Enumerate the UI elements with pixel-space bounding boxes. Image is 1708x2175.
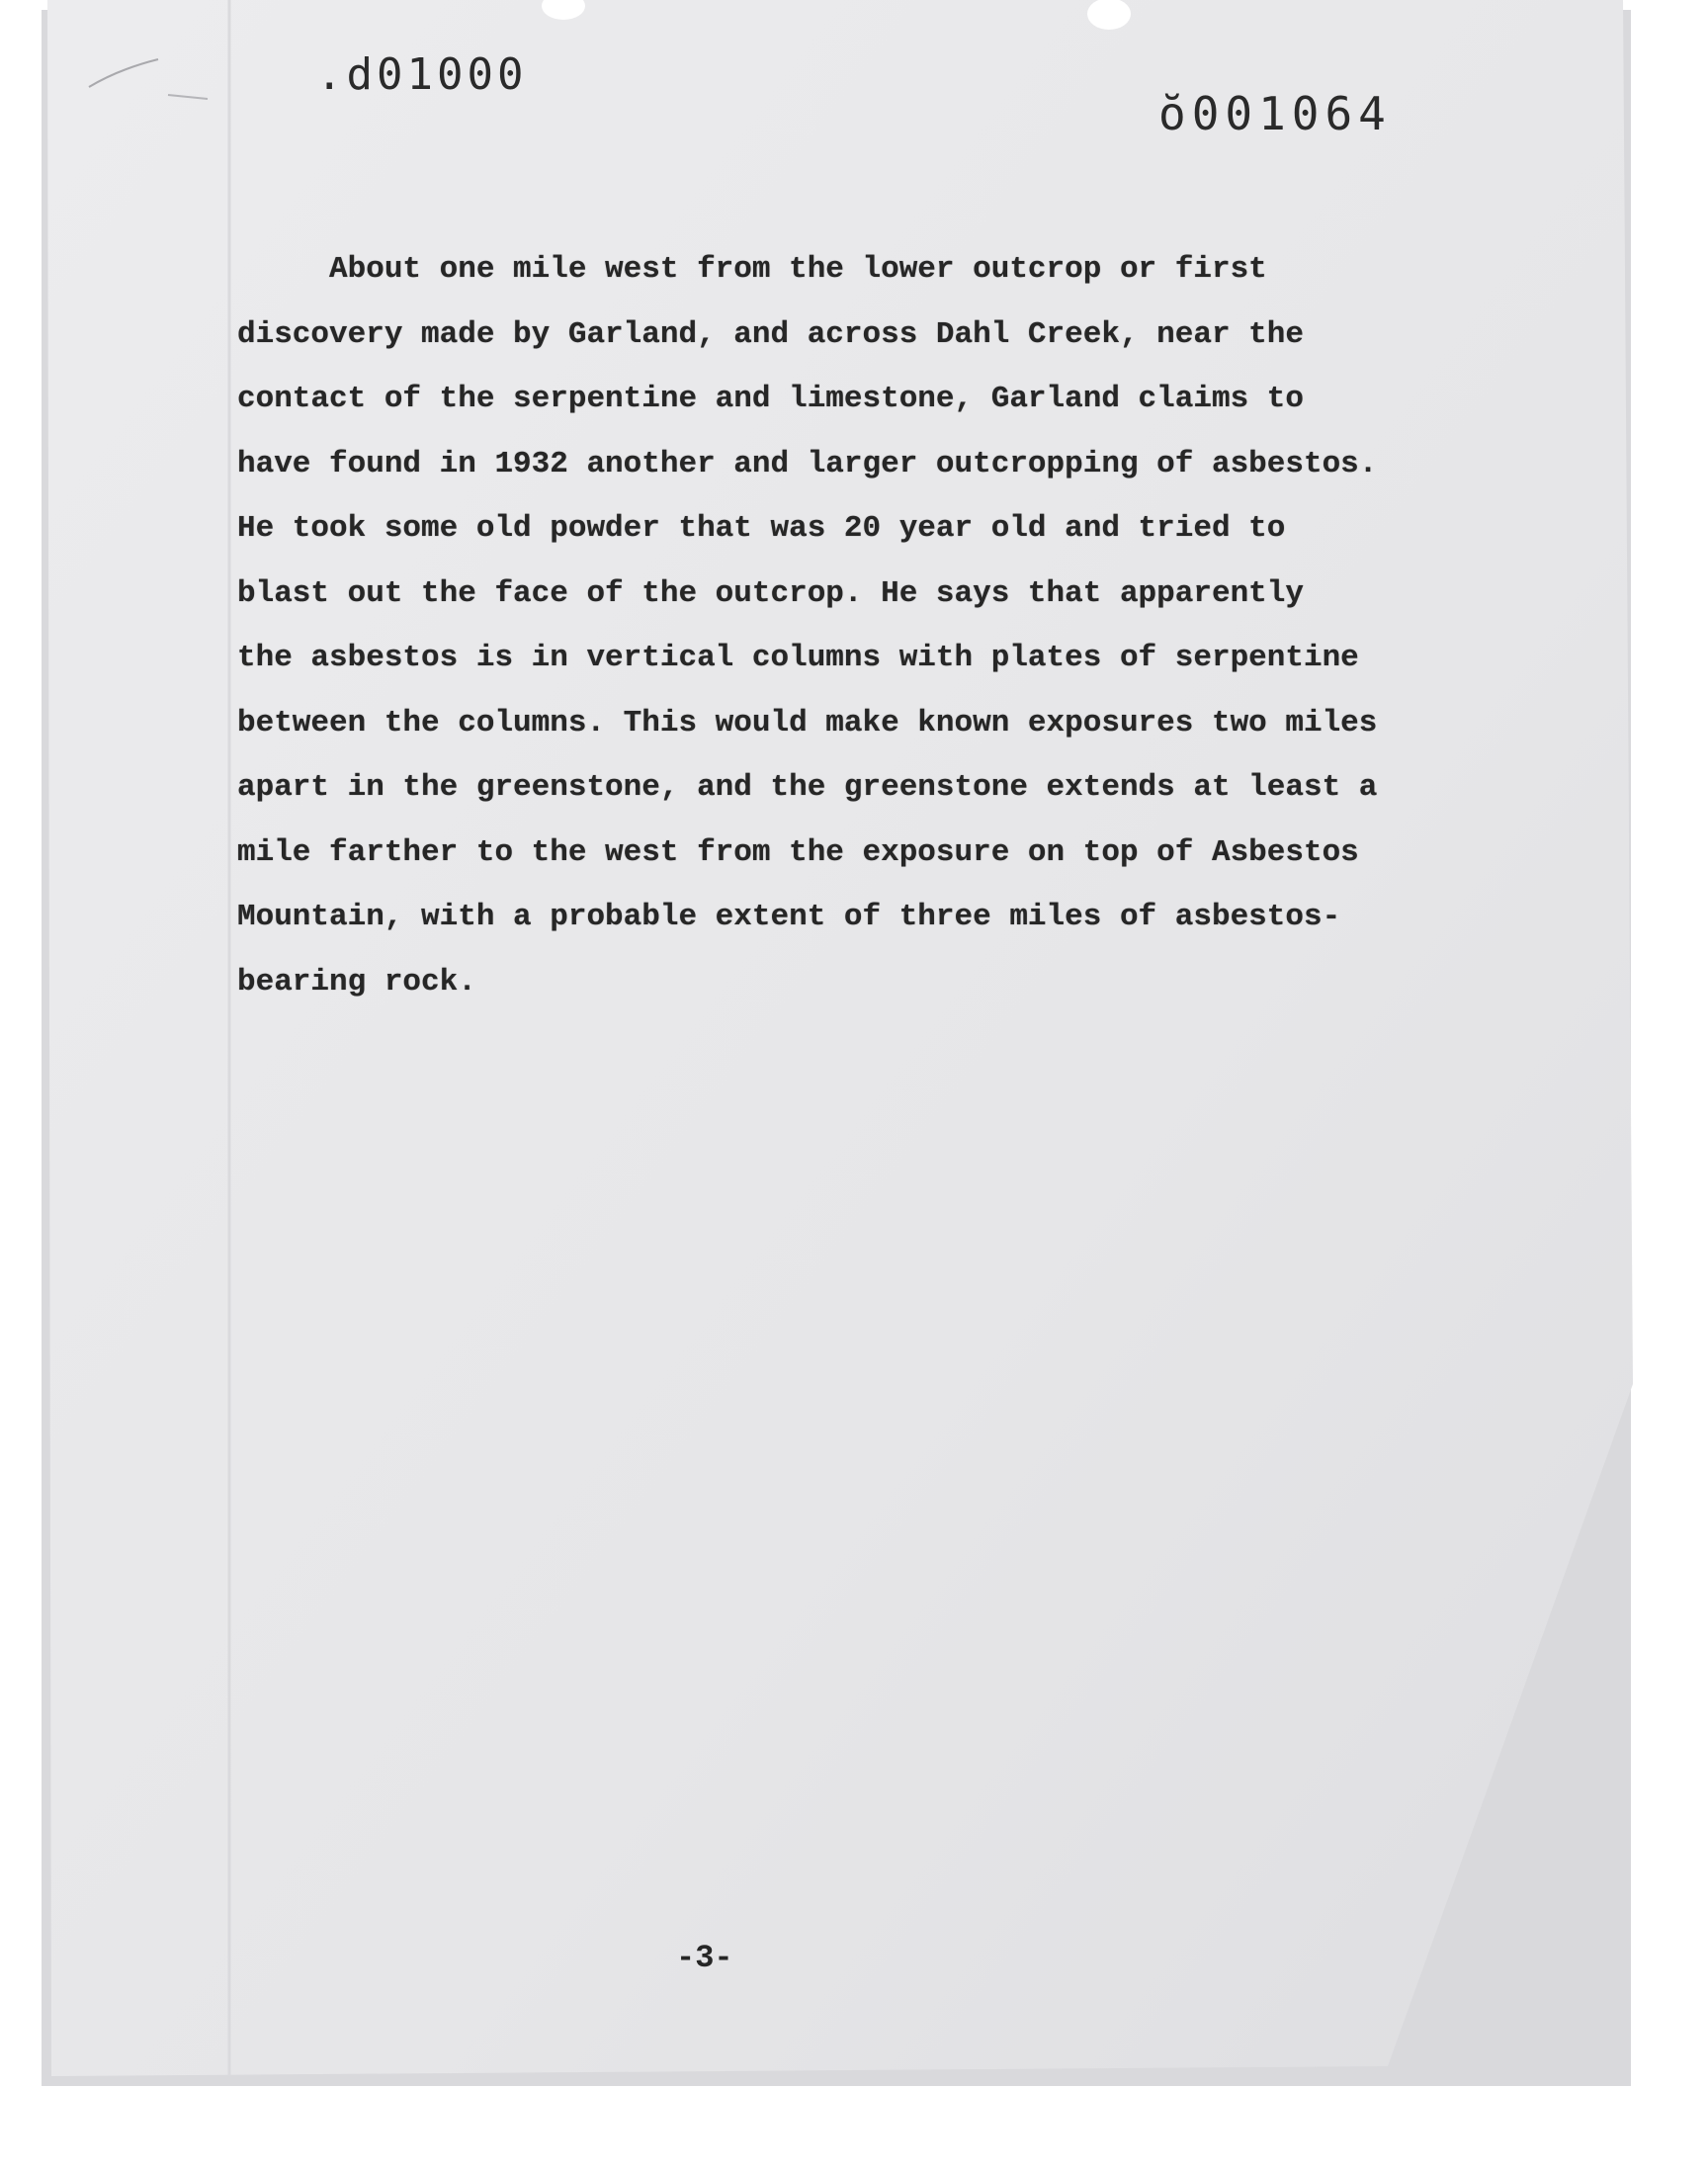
paragraph-line: He took some old powder that was 20 year old and tried to	[237, 511, 1286, 546]
paragraph-line: mile farther to the west from the exposure on top of Asbestos	[237, 834, 1359, 870]
paragraph-line: the asbestos is in vertical columns with plates of serpentine	[237, 641, 1359, 675]
document-stamp-left: .d01000	[316, 49, 528, 100]
page-number: -3-	[676, 1940, 733, 1976]
document-stamp-right: ŏ001064	[1158, 87, 1392, 140]
paragraph-line: between the columns. This would make known exposures two miles	[237, 705, 1378, 740]
paragraph-line: contact of the serpentine and limestone, Garland claims to	[237, 382, 1304, 416]
paragraph-line: bearing rock.	[237, 964, 476, 1000]
typed-paragraph	[237, 237, 1483, 1014]
paragraph-line: apart in the greenstone, and the greenstone extends at least a	[237, 770, 1378, 805]
paragraph-line: have found in 1932 another and larger outcropping of asbestos.	[237, 446, 1378, 481]
paragraph-line: blast out the face of the outcrop. He says that apparently	[237, 575, 1304, 611]
paragraph-line: discovery made by Garland, and across Dahl Creek, near the	[237, 316, 1304, 352]
paragraph-line: About one mile west from the lower outcrop or first	[237, 252, 1267, 287]
paragraph-line: Mountain, with a probable extent of three miles of asbestos-	[237, 900, 1341, 934]
